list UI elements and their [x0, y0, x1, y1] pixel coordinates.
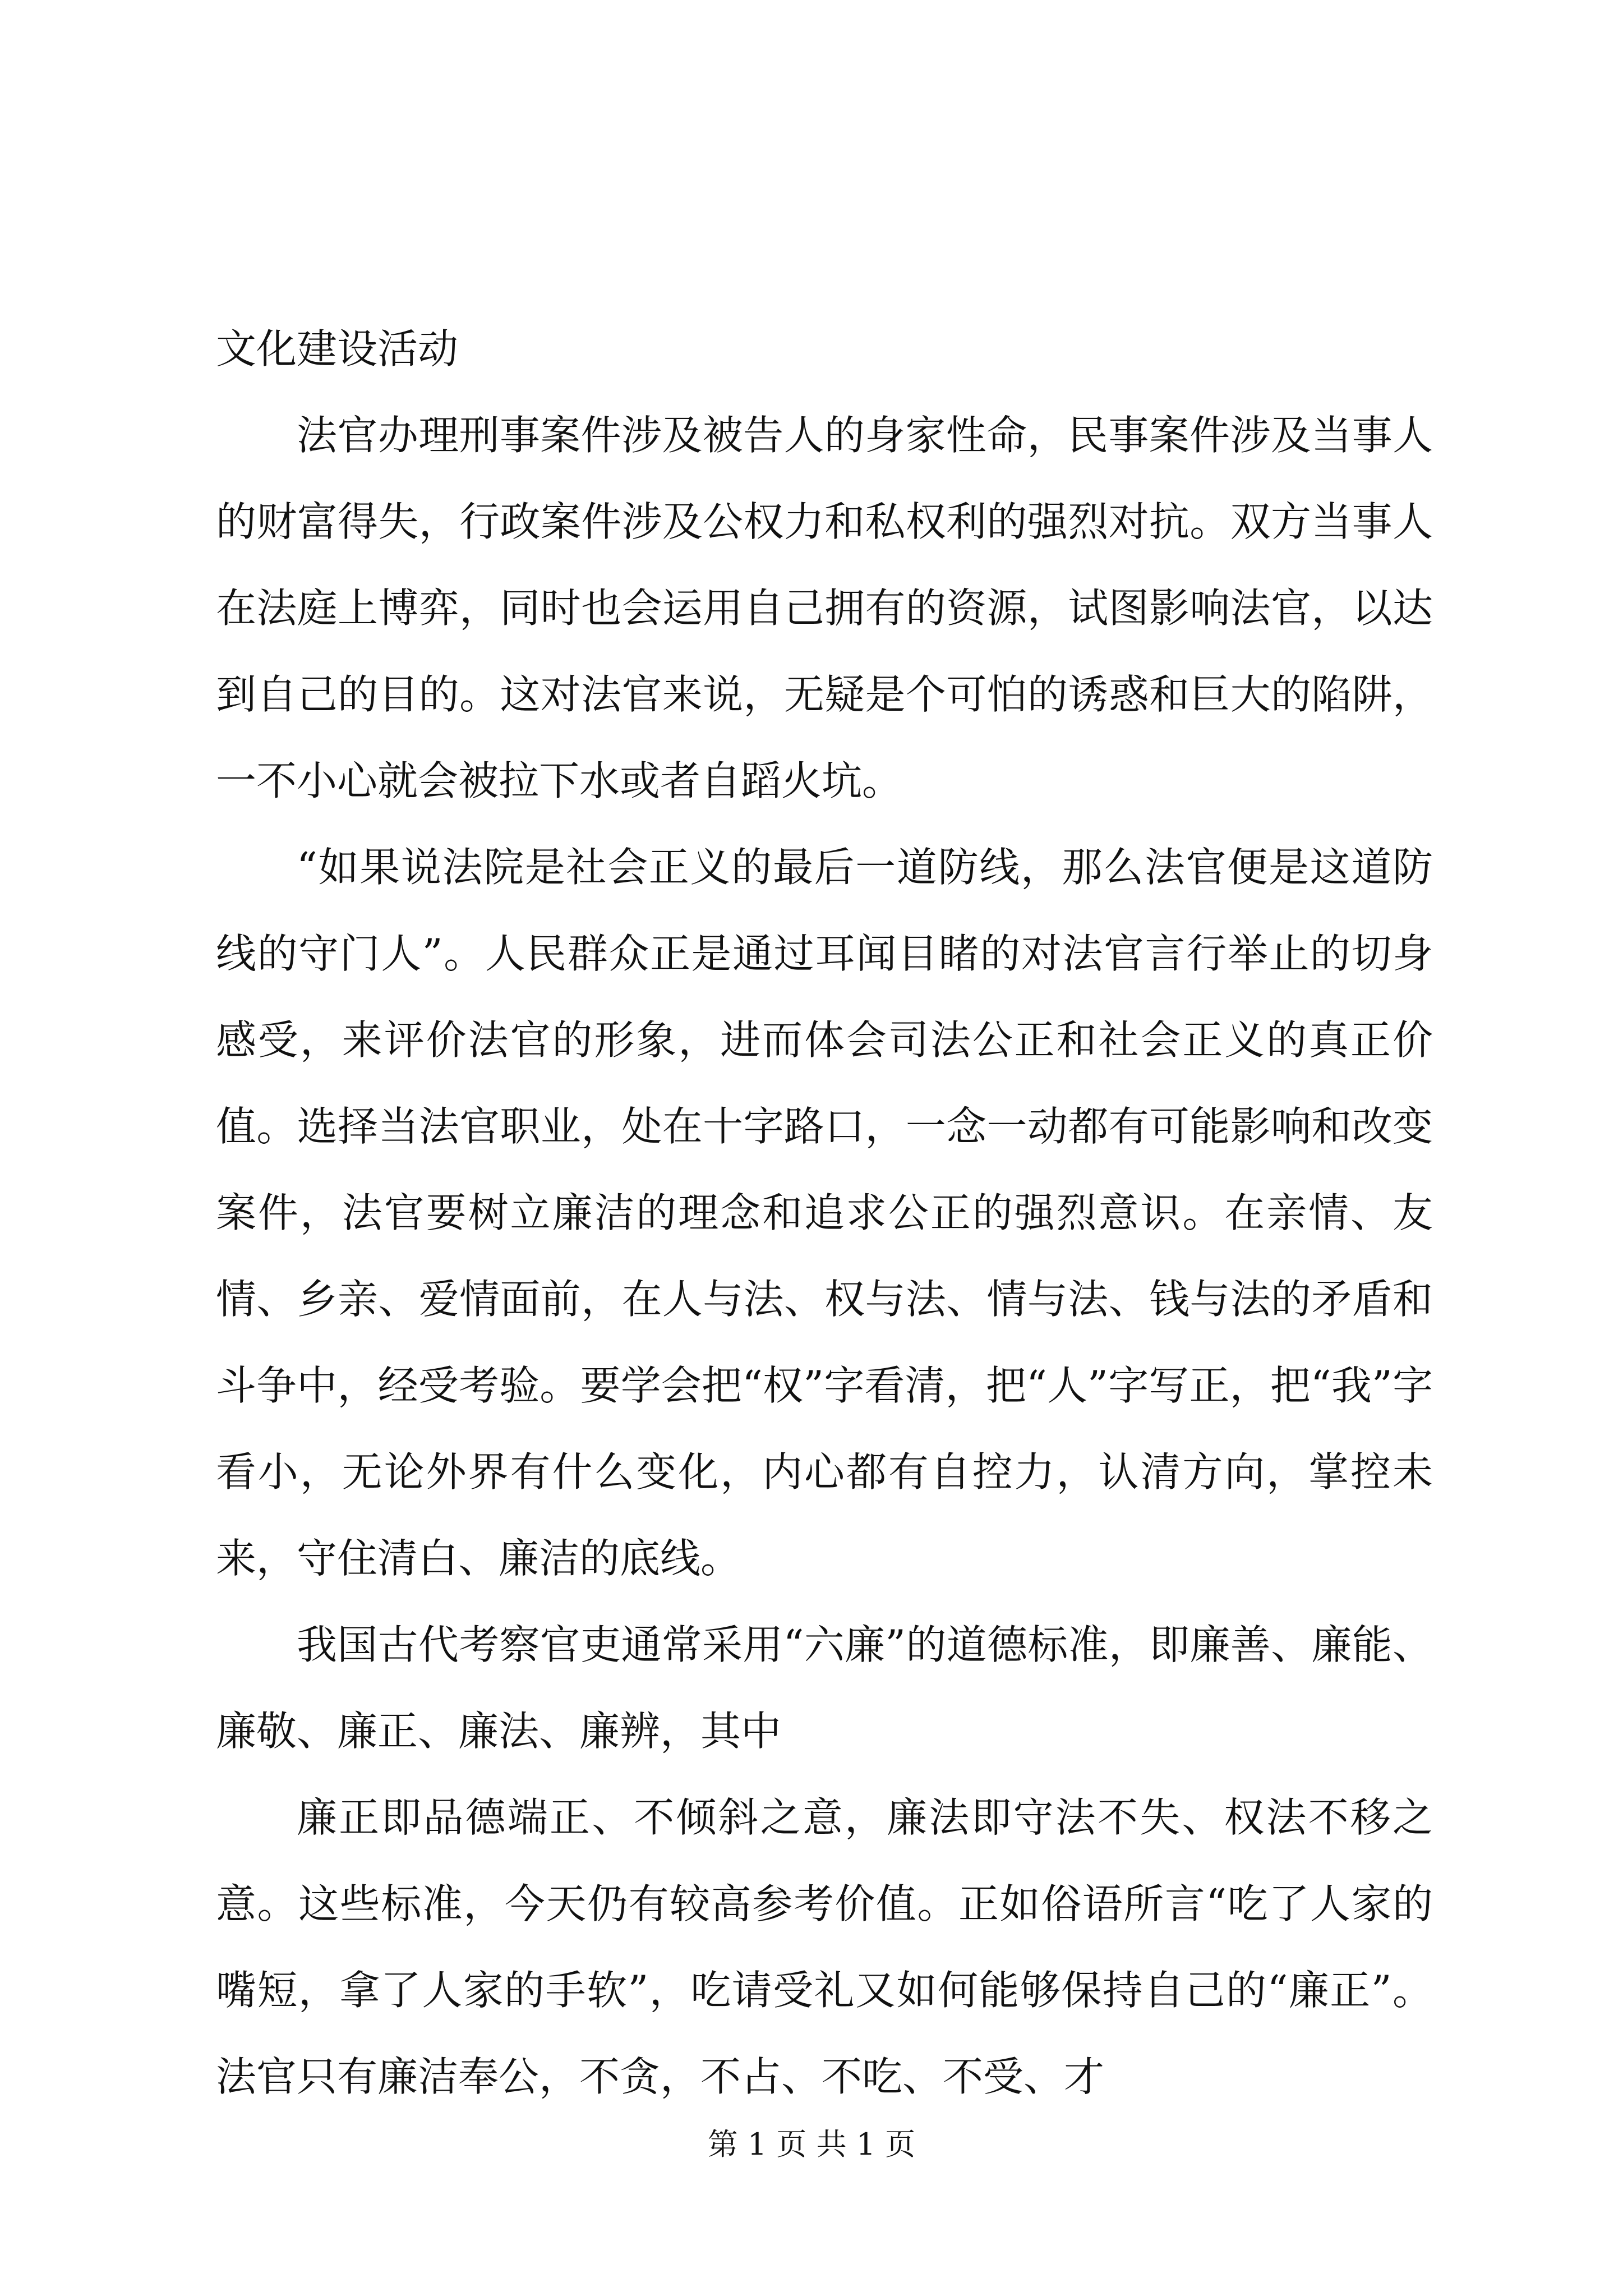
paragraph-2: “如果说法院是社会正义的最后一道防线，那么法官便是这道防线的守门人”。人民群众正是通过耳闻目睹的对法官言行举止的切身感受，来评价法官的形象，进而体会司法公正和社会正义的真正价值。选择当法官职业，处在十字路口，一念一动都有可能影响和改变案件，法官要树立廉洁的理念和追求公正的强烈意识。在亲情、友情、乡亲、爱情面前，在人与法、权与法、情与法、钱与法的矛盾和斗争中，经受考验。要学会把“权”字看清，把“人”字写正，把“我”字看小，无论外界有什么变化，内心都有自控力，认清方向，掌控未来，守住清白、廉洁的底线。: [216, 844, 1433, 1582]
page-footer: 第 1 页 共 1 页: [707, 2127, 916, 2162]
heading-fragment: 文化建设活动: [216, 325, 459, 372]
document-body: [216, 306, 1433, 2120]
paragraph-4: 廉正即品德端正、不倾斜之意，廉法即守法不失、权法不移之意。这些标准，今天仍有较高参考价值。正如俗语所言“吃了人家的嘴短，拿了人家的手软”，吃请受礼又如何能够保持自己的“廉正”。法官只有廉洁奉公，不贪，不占、不吃、不受、才: [216, 1794, 1433, 2100]
paragraph-1: 法官办理刑事案件涉及被告人的身家性命，民事案件涉及当事人的财富得失，行政案件涉及公权力和私权利的强烈对抗。双方当事人在法庭上博弈，同时也会运用自己拥有的资源，试图影响法官，以达到自己的目的。这对法官来说，无疑是个可怕的诱惑和巨大的陷阱，一不小心就会被拉下水或者自蹈火坑。: [216, 412, 1433, 804]
paragraph-3: 我国古代考察官吏通常采用“六廉”的道德标准，即廉善、廉能、廉敬、廉正、廉法、廉辨，其中: [216, 1621, 1433, 1755]
